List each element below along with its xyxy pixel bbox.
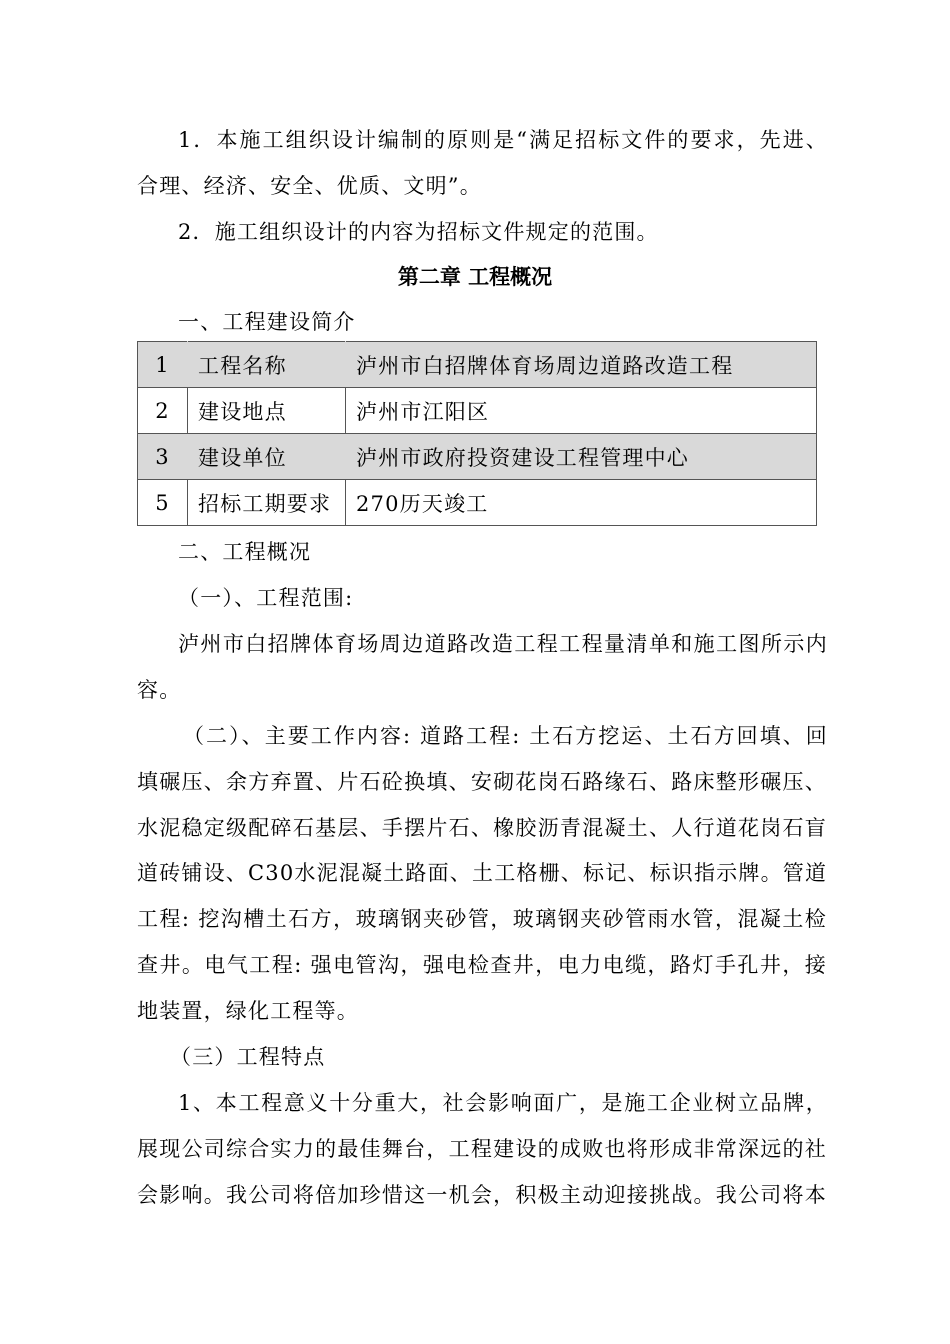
table-row [138, 434, 817, 480]
table-row [138, 480, 817, 526]
row-label: 招标工期要求 [188, 480, 346, 526]
row-number: 2 [138, 388, 188, 434]
scope-title: （一）、工程范围: [178, 586, 354, 610]
row-label: 建设单位 [188, 434, 346, 480]
main-work-line: 道砖铺设、C30水泥混凝土路面、土工格栅、标记、标识指示牌。管道 [137, 861, 828, 885]
project-info-table [137, 341, 817, 526]
main-work-line: 查井。电气工程: 强电管沟，强电检查井，电力电缆，路灯手孔井，接 [137, 953, 827, 977]
scope-line-1: 泸州市白招牌体育场周边道路改造工程工程量清单和施工图所示内 [178, 632, 828, 656]
row-value: 270历天竣工 [346, 480, 817, 526]
main-work-line: 工程: 挖沟槽土石方，玻璃钢夹砂管，玻璃钢夹砂管雨水管，混凝土检 [137, 907, 827, 931]
intro-paragraph-2: 2．施工组织设计的内容为招标文件规定的范围。 [178, 220, 659, 244]
features-line: 会影响。我公司将倍加珍惜这一机会，积极主动迎接挑战。我公司将本 [137, 1183, 827, 1207]
chapter-title: 第二章 工程概况 [397, 265, 553, 289]
intro-paragraph-1-line-2: 合理、经济、安全、优质、文明”。 [137, 174, 482, 198]
main-work-line: 填碾压、余方弃置、片石砼换填、安砌花岗石路缘石、路床整形碾压、 [137, 770, 827, 794]
row-value: 泸州市江阳区 [346, 388, 817, 434]
row-number: 5 [138, 480, 188, 526]
main-work-line: 水泥稳定级配碎石基层、手摆片石、橡胶沥青混凝土、人行道花岗石盲 [137, 816, 827, 840]
row-number: 1 [138, 342, 188, 388]
table-row [138, 342, 817, 388]
section-2-title: 二、工程概况 [178, 540, 312, 564]
row-label: 工程名称 [188, 342, 346, 388]
table-row [138, 388, 817, 434]
row-value: 泸州市政府投资建设工程管理中心 [346, 434, 817, 480]
row-label: 建设地点 [188, 388, 346, 434]
features-title: （三）工程特点 [170, 1045, 326, 1069]
section-1-title: 一、工程建设简介 [178, 310, 356, 334]
main-work-line: （二）、主要工作内容: 道路工程: 土石方挖运、土石方回填、回 [183, 724, 828, 748]
row-value: 泸州市白招牌体育场周边道路改造工程 [346, 342, 817, 388]
scope-line-2: 容。 [137, 678, 182, 702]
features-line: 展现公司综合实力的最佳舞台，工程建设的成败也将形成非常深远的社 [137, 1137, 827, 1161]
row-number: 3 [138, 434, 188, 480]
features-line: 1、本工程意义十分重大，社会影响面广，是施工企业树立品牌， [178, 1091, 828, 1115]
main-work-line: 地装置，绿化工程等。 [137, 999, 359, 1023]
intro-paragraph-1-line-1: 1．本施工组织设计编制的原则是“满足招标文件的要求，先进、 [178, 128, 828, 152]
